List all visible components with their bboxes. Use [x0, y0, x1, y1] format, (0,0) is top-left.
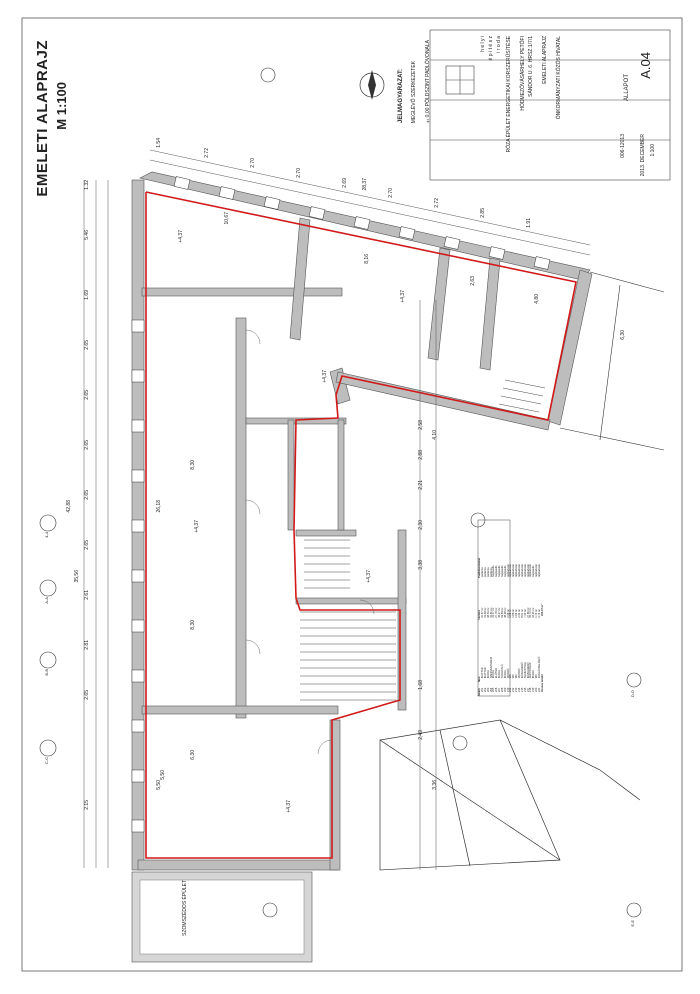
room-table-cell: 10,67 m²: [481, 607, 484, 618]
door-arcs: [246, 330, 374, 754]
room-table-cell: 208: [500, 687, 504, 692]
room-height: +4,37: [366, 570, 372, 583]
room-table-cell: lapburkolat: [520, 564, 524, 577]
table-header: Padlóburkolat: [477, 557, 481, 578]
dim-top: 1.54: [156, 138, 162, 148]
sheet-title: EMELETI ALAPRAJZ: [34, 40, 51, 197]
drawing-title: EMELETI ALAPRAJZ: [542, 36, 548, 84]
dims-right: [414, 420, 444, 860]
dim-top: 2.70: [388, 188, 394, 198]
room-table-cell: 1,64 m²: [515, 608, 519, 618]
dim-left: 2.65: [84, 690, 90, 700]
room-table-cell: IRODA: [498, 670, 502, 679]
room-table-cell: 8,91 m²: [520, 608, 524, 618]
dim-right: 2,58: [418, 420, 424, 430]
dim-left-total: 42,88: [66, 500, 72, 513]
dim-right: 2,88: [418, 450, 424, 460]
room-table-cell: 218: [529, 687, 533, 692]
dim-top: 2.70: [250, 158, 256, 168]
room-table-cell: lapburkolat: [523, 564, 527, 577]
dim-right: 2,21: [418, 480, 424, 490]
legend-item-floor-line: ±0,00 PÖLDSZINT PADLÓVONALA: [424, 40, 431, 124]
room-table-cell: 16,91 m²: [532, 607, 536, 618]
dim-top: 2.69: [342, 178, 348, 188]
total-label: Összes terület: [540, 674, 544, 692]
room-table-cell: lapburkolat: [506, 564, 510, 577]
dim-left: 1.32: [84, 180, 90, 190]
section-mark: E-E: [630, 920, 635, 927]
room-table-cell: lapburkolat: [529, 564, 533, 577]
room-table-cell: 212: [512, 687, 516, 692]
dim-right: 3,38: [418, 560, 424, 570]
dim-left: 2.65: [84, 540, 90, 550]
room-table-cell: lapburkolat: [526, 564, 530, 577]
total-value: 404,37 m²: [540, 604, 544, 616]
dim-left: 2.65: [84, 440, 90, 450]
dim-top: 2.85: [480, 208, 486, 218]
section-mark: D-D: [630, 690, 635, 698]
room-table-cell: IRATTÁR: [483, 667, 487, 679]
room-table-cell: hajópadló: [532, 565, 536, 577]
room-height: +4,37: [194, 520, 200, 533]
dim-left: 2.81: [84, 640, 90, 650]
dim-inner: 8,30: [190, 460, 196, 470]
office-name-2: é p í t é s z: [488, 36, 494, 61]
dim-right: 4,10: [432, 430, 438, 440]
room-table-cell: KÖZLEKEDŐ: [526, 662, 530, 679]
status-label: ÁLLAPOT: [624, 74, 630, 102]
room-table-cell: WC: [515, 673, 519, 679]
room-table-cell: 209: [503, 687, 507, 692]
neighbor-label: SZOMSZÉDOS ÉPÜLET: [182, 880, 188, 936]
room-table-cell: lapburkolat: [535, 564, 539, 577]
room-table-cell: 1,68 m²: [509, 608, 513, 618]
dims-inner: [156, 300, 260, 860]
room-table-cell: IRODA: [486, 670, 490, 679]
room-height: +4,37: [178, 230, 184, 243]
room-table-cell: 2,34 m²: [517, 608, 521, 618]
room-table-total: [542, 528, 545, 692]
table-header: Szám: [477, 688, 481, 696]
room-table-cell: 202: [483, 687, 487, 692]
room-table-cell: WC: [512, 673, 516, 679]
room-table-cell: 27,69 m²: [526, 607, 530, 618]
room-table-cell: SZERVERTEREM: [489, 657, 493, 679]
room-table-cell: MOSDÓ: [506, 668, 510, 679]
room-area: 4,80: [534, 294, 540, 304]
room-table-cell: lapburkolat: [537, 564, 541, 577]
room-area: 2,63: [470, 276, 476, 286]
dim-top: 1.91: [526, 218, 532, 228]
date-label: 2013. DECEMBER: [640, 134, 646, 177]
room-height: +4,37: [400, 290, 406, 303]
room-table-cell: MOSDÓ: [517, 668, 521, 679]
dim-top: 2.72: [434, 198, 440, 208]
room-table-cell: 217: [526, 687, 530, 692]
room-table-rows: [481, 528, 544, 692]
neighbor-building: [132, 872, 312, 962]
legend-item-existing: MEGLÉVŐ SZERKEZETEK: [411, 61, 418, 124]
room-table-cell: 201: [481, 687, 484, 692]
room-table-cell: 27,78 m²: [495, 607, 499, 618]
room-table-cell: parketta: [481, 567, 484, 577]
room-table-cell: 206: [495, 687, 499, 692]
room-table-cell: 205: [492, 687, 496, 692]
dim-inner: 6,30: [190, 750, 196, 760]
office-name-3: i r o d a: [496, 36, 502, 53]
room-table-cell: 216: [523, 687, 527, 692]
dim-left: 2.61: [84, 590, 90, 600]
room-table-cell: TÁRGYALÓ: [500, 664, 504, 679]
north-arrow-icon: [360, 70, 384, 100]
room-table-cell: 15,61 m²: [489, 607, 493, 618]
dim-right: 1,68: [418, 680, 424, 690]
dim-right: 2,49: [418, 730, 424, 740]
dim-left: 2.65: [84, 490, 90, 500]
room-table-cell: 7,39 m²: [523, 608, 527, 618]
dim-left: 2.65: [84, 390, 90, 400]
office-name-1: h e l y i: [480, 36, 486, 52]
dim-left: 5.46: [84, 230, 90, 240]
room-table-cell: 207: [498, 687, 502, 692]
room-table-cell: lapburkolat: [512, 564, 516, 577]
room-table-cell: hajópadló: [500, 565, 504, 577]
room-table-cell: 3,74 m²: [537, 608, 541, 618]
room-table-cell: 25,72 m²: [529, 607, 533, 618]
dim-top-total: 28,37: [362, 178, 368, 191]
room-table-cell: lapburkolat: [509, 564, 513, 577]
room-table-cell: 219: [532, 687, 536, 692]
room-table-cell: hajópadló: [492, 565, 496, 577]
section-mark: C-C: [44, 757, 49, 765]
section-mark: A-A: [44, 597, 49, 604]
room-table-cell: 214: [517, 687, 521, 692]
room-table-cell: ELŐTÉR: [495, 667, 499, 679]
dim-top: 2.72: [204, 148, 210, 158]
room-table-cell: 220: [535, 687, 539, 692]
room-table-cell: 19,48 m²: [483, 607, 487, 618]
dim-left-sub: 35,56: [74, 570, 80, 583]
dim-right: 2,30: [418, 520, 424, 530]
room-table-cell: parketta: [486, 567, 490, 577]
room-table-cell: 1,68 m²: [512, 608, 516, 618]
room-table-cell: 203: [486, 687, 490, 692]
sheet-scale: M 1:100: [54, 82, 69, 130]
room-table-cell: 1,74 m²: [535, 608, 539, 618]
room-table-cell: hajópadló: [495, 565, 499, 577]
room-area: 8,16: [364, 254, 370, 264]
room-table-cell: IRODA: [503, 670, 507, 679]
dim-right: 3,36: [432, 780, 438, 790]
dim-top: 2.70: [296, 168, 302, 178]
dim-inner: 5,50: [156, 780, 162, 790]
room-table-cell: PADLÁSFELJÁRÓ: [537, 656, 541, 679]
dim-inner: 8,30: [190, 620, 196, 630]
room-table-cell: 2,36 m²: [506, 608, 510, 618]
project-name: RÓZA ÉPÜLET ENERGETIKAI KORSZERŰSÍTÉSE: [506, 36, 512, 153]
room-table-cell: lapburkolat: [517, 564, 521, 577]
room-table-cell: 48,38 m²: [503, 607, 507, 618]
dim-left: 2.15: [84, 800, 90, 810]
room-table-cell: IRATTÁR: [481, 667, 484, 679]
sheet-number: A.04: [638, 52, 653, 79]
room-table-cell: 210: [506, 687, 510, 692]
address-line-1: HÓDMEZŐVÁSÁRHELY PETŐFI: [520, 36, 526, 111]
room-table-cell: 211: [509, 687, 513, 692]
room-table-cell: lapburkolat: [515, 564, 519, 577]
dims-left: [66, 170, 110, 870]
drawing-scale: 1:100: [650, 144, 656, 157]
room-table-cell: IRODA: [532, 670, 536, 679]
legend-title: JELMAGYARÁZAT:: [398, 69, 404, 124]
room-height: +4,37: [322, 370, 328, 383]
section-mark: B-B: [44, 669, 49, 676]
dim-left: 1.69: [84, 290, 90, 300]
room-table-cell: 33,84 m²: [500, 607, 504, 618]
room-table-cell: WC: [509, 673, 513, 679]
room-table-cell: 21,17 m²: [492, 607, 496, 618]
room-table-cell: LÉPCSŐHÁZ: [529, 662, 533, 679]
client-name: ÖNKORMÁNYZATI KÖZÖS HIVATAL: [556, 36, 562, 120]
room-table-cell: IRODA: [492, 670, 496, 679]
room-table-cell: 38,53 m²: [486, 607, 490, 618]
room-table-cell: 221: [537, 687, 541, 692]
job-number: 006-12013: [620, 134, 626, 158]
room-table-cell: KÖZLEKEDŐ: [520, 662, 524, 679]
room-area: 6,30: [620, 330, 626, 340]
room-table-cell: TEAKONYHA: [523, 662, 527, 679]
room-table-cell: parketta: [489, 567, 493, 577]
table-header: Név: [477, 676, 481, 682]
room-area: 5,50: [160, 770, 166, 780]
room-table-cell: 213: [515, 687, 519, 692]
room-table-cell: 204: [489, 687, 493, 692]
section-mark: 4-4: [44, 532, 49, 538]
room-table-cell: hajópadló: [503, 565, 507, 577]
room-table-cell: 215: [520, 687, 524, 692]
room-area: 10,67: [224, 212, 230, 225]
room-table-cell: WC: [535, 673, 539, 679]
dim-left: 2.65: [84, 340, 90, 350]
room-table-cell: parketta: [483, 567, 487, 577]
table-header: Terület: [477, 610, 481, 620]
room-table-cell: 36,27 m²: [498, 607, 502, 618]
address-line-2: SÁNDOR U. 6. HRSZ:1/7/1: [528, 36, 534, 97]
dim-inner-total: 26,18: [156, 500, 162, 513]
room-height: +4,37: [286, 800, 292, 813]
room-table-cell: hajópadló: [498, 565, 502, 577]
